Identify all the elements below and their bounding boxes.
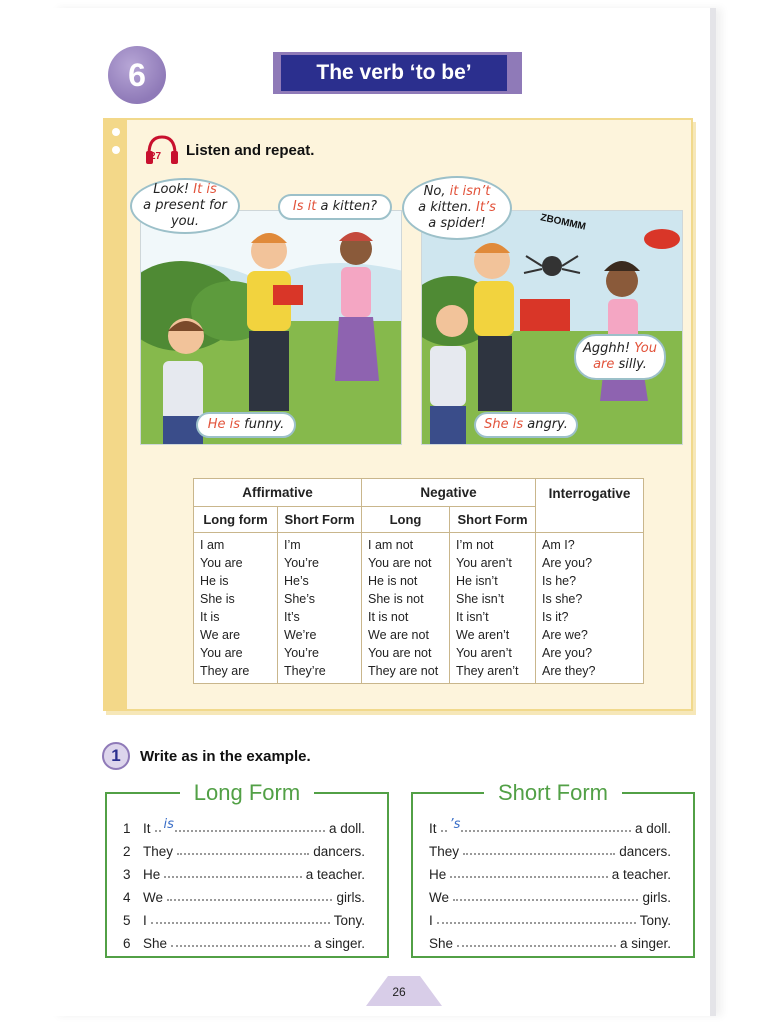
table-cell: It isn’t: [456, 610, 489, 624]
table-cell: They are: [200, 664, 250, 678]
panel-side-strip: [103, 118, 127, 711]
column-negative-short: [450, 533, 536, 684]
answer-blank[interactable]: [164, 876, 301, 878]
table-cell: Are you?: [542, 646, 593, 660]
bubble-text: Look!: [153, 182, 194, 197]
subheader-long: Long: [362, 507, 450, 533]
exercise-row: [429, 885, 671, 905]
answer-blank[interactable]: [177, 853, 309, 855]
table-cell: You are not: [368, 556, 432, 570]
table-cell: He’s: [284, 574, 309, 588]
row-number: 1: [123, 821, 131, 836]
table-cell: She is not: [368, 592, 424, 606]
row-ending: a teacher.: [305, 867, 365, 882]
table-cell: It’s: [284, 610, 300, 624]
speech-bubble-angry: [474, 412, 578, 438]
speech-bubble-kitten: [278, 194, 392, 220]
scene-right-illustration: [421, 210, 683, 445]
table-cell: We are not: [368, 628, 429, 642]
row-subject: It: [143, 821, 151, 836]
track-number: 27: [150, 151, 162, 162]
table-cell: She’s: [284, 592, 316, 606]
answer-blank[interactable]: [441, 817, 631, 832]
table-cell: You are: [200, 556, 243, 570]
row-ending: a singer.: [619, 936, 671, 951]
bubble-highlight: It’s: [476, 200, 496, 215]
table-cell: I’m: [284, 538, 301, 552]
bubble-text: a spider!: [428, 216, 486, 231]
row-subject: She: [429, 936, 454, 951]
answer-blank[interactable]: [463, 853, 615, 855]
row-ending: dancers.: [313, 844, 365, 859]
bubble-text: silly.: [614, 357, 647, 372]
exercise-row: [429, 862, 671, 882]
table-cell: Are they?: [542, 664, 596, 678]
strip-dot: [112, 146, 120, 154]
table-cell: She isn’t: [456, 592, 504, 606]
table-cell: I am not: [368, 538, 414, 552]
column-affirmative-long: [194, 533, 278, 684]
table-cell: It is not: [368, 610, 409, 624]
table-cell: You are not: [368, 646, 432, 660]
exercise-row: [429, 839, 671, 859]
row-ending: a teacher.: [611, 867, 671, 882]
row-ending: Tony.: [333, 913, 365, 928]
answer-blank[interactable]: [171, 945, 310, 947]
speech-bubble-funny: [196, 412, 296, 438]
speech-bubble-spider: [402, 176, 512, 240]
exercise-row: [429, 908, 671, 928]
row-ending: Tony.: [639, 913, 671, 928]
table-cell: You aren’t: [456, 646, 512, 660]
exercise-row: [123, 862, 365, 882]
exercise-row: [123, 908, 365, 928]
header-negative: Negative: [362, 479, 536, 507]
table-cell: It is: [200, 610, 220, 624]
table-cell: You’re: [284, 556, 319, 570]
table-cell: You are: [200, 646, 243, 660]
answer-blank[interactable]: [437, 922, 636, 924]
bubble-highlight: She is: [484, 417, 524, 432]
speech-bubble-silly: [574, 334, 666, 380]
answer-blank[interactable]: [167, 899, 332, 901]
row-subject: It: [429, 821, 437, 836]
row-subject: They: [143, 844, 174, 859]
speech-bubble-look: [130, 178, 240, 234]
long-form-box: [105, 780, 389, 958]
scene-right-drawing: [422, 211, 683, 445]
table-cell: We are: [200, 628, 241, 642]
table-cell: You’re: [284, 646, 319, 660]
bubble-highlight: You are: [593, 341, 657, 372]
bubble-text: a kitten?: [316, 199, 378, 214]
table-cell: Is it?: [542, 610, 569, 624]
row-number: 6: [123, 936, 131, 951]
table-cell: They are not: [368, 664, 439, 678]
table-cell: Are you?: [542, 556, 593, 570]
bubble-text: a kitten.: [418, 200, 477, 215]
scene-left-drawing: [141, 211, 402, 445]
strip-dot: [112, 128, 120, 136]
column-interrogative: [536, 533, 644, 684]
row-subject: She: [143, 936, 168, 951]
row-number: 5: [123, 913, 131, 928]
bubble-text: Agghh!: [583, 341, 635, 356]
exercise-row: [429, 931, 671, 951]
table-cell: He isn’t: [456, 574, 498, 588]
row-subject: They: [429, 844, 460, 859]
answer-blank[interactable]: [151, 922, 330, 924]
row-ending: dancers.: [619, 844, 671, 859]
row-ending: a doll.: [634, 821, 671, 836]
column-affirmative-short: [278, 533, 362, 684]
exercise-row: [123, 931, 365, 951]
subheader-short-form: Short Form: [278, 507, 362, 533]
table-cell: I am: [200, 538, 225, 552]
row-ending: a singer.: [313, 936, 365, 951]
example-answer: ’s: [449, 817, 461, 832]
scene-left-illustration: [140, 210, 402, 445]
row-ending: a doll.: [328, 821, 365, 836]
row-subject: He: [429, 867, 447, 882]
answer-blank[interactable]: [457, 945, 616, 947]
answer-blank[interactable]: [453, 899, 638, 901]
table-cell: Is he?: [542, 574, 577, 588]
subheader-short-form-neg: Short Form: [450, 507, 536, 533]
unit-title: The verb ‘to be’: [281, 55, 507, 91]
table-cell: We aren’t: [456, 628, 510, 642]
bubble-text: No,: [423, 184, 450, 199]
answer-blank[interactable]: [450, 876, 607, 878]
short-form-box: [411, 780, 695, 958]
page-number: 26: [392, 985, 406, 999]
unit-number-badge: 6: [108, 46, 166, 104]
grammar-table: [193, 478, 644, 684]
bubble-text: angry.: [523, 417, 568, 432]
row-ending: girls.: [336, 890, 365, 905]
row-subject: I: [143, 913, 147, 928]
table-cell: He is not: [368, 574, 418, 588]
table-cell: I’m not: [456, 538, 494, 552]
bubble-highlight: It is: [193, 182, 217, 197]
subheader-long-form: Long form: [194, 507, 278, 533]
row-subject: We: [429, 890, 450, 905]
sound-effect-text: ZBOMMM: [539, 212, 587, 233]
table-cell: She is: [200, 592, 235, 606]
header-affirmative: Affirmative: [194, 479, 362, 507]
exercise-row: [123, 816, 365, 836]
header-interrogative: Interrogative: [536, 479, 644, 533]
row-number: 3: [123, 867, 131, 882]
exercise-row: [123, 885, 365, 905]
row-ending: girls.: [642, 890, 671, 905]
table-cell: We’re: [284, 628, 317, 642]
table-cell: You aren’t: [456, 556, 512, 570]
row-subject: I: [429, 913, 433, 928]
exercise-row: [429, 816, 671, 836]
row-subject: We: [143, 890, 164, 905]
example-answer: is: [163, 817, 174, 832]
bubble-text: a present for you.: [143, 198, 227, 229]
bubble-highlight: it isn’t: [449, 184, 491, 199]
long-form-title: Long Form: [180, 780, 314, 805]
column-negative-long: [362, 533, 450, 684]
listen-instruction: Listen and repeat.: [186, 142, 315, 159]
row-number: 2: [123, 844, 131, 859]
table-cell: Am I?: [542, 538, 575, 552]
answer-blank[interactable]: [155, 817, 325, 832]
bubble-highlight: Is it: [292, 199, 317, 214]
bubble-text: funny.: [240, 417, 285, 432]
row-number: 4: [123, 890, 131, 905]
row-subject: He: [143, 867, 161, 882]
table-cell: They’re: [284, 664, 326, 678]
exercise-row: [123, 839, 365, 859]
short-form-title: Short Form: [484, 780, 622, 805]
table-cell: He is: [200, 574, 229, 588]
table-cell: They aren’t: [456, 664, 519, 678]
bubble-highlight: He is: [207, 417, 241, 432]
exercise-number-badge: 1: [102, 742, 130, 770]
table-cell: Are we?: [542, 628, 588, 642]
exercise-instruction: Write as in the example.: [140, 748, 311, 765]
table-cell: Is she?: [542, 592, 583, 606]
